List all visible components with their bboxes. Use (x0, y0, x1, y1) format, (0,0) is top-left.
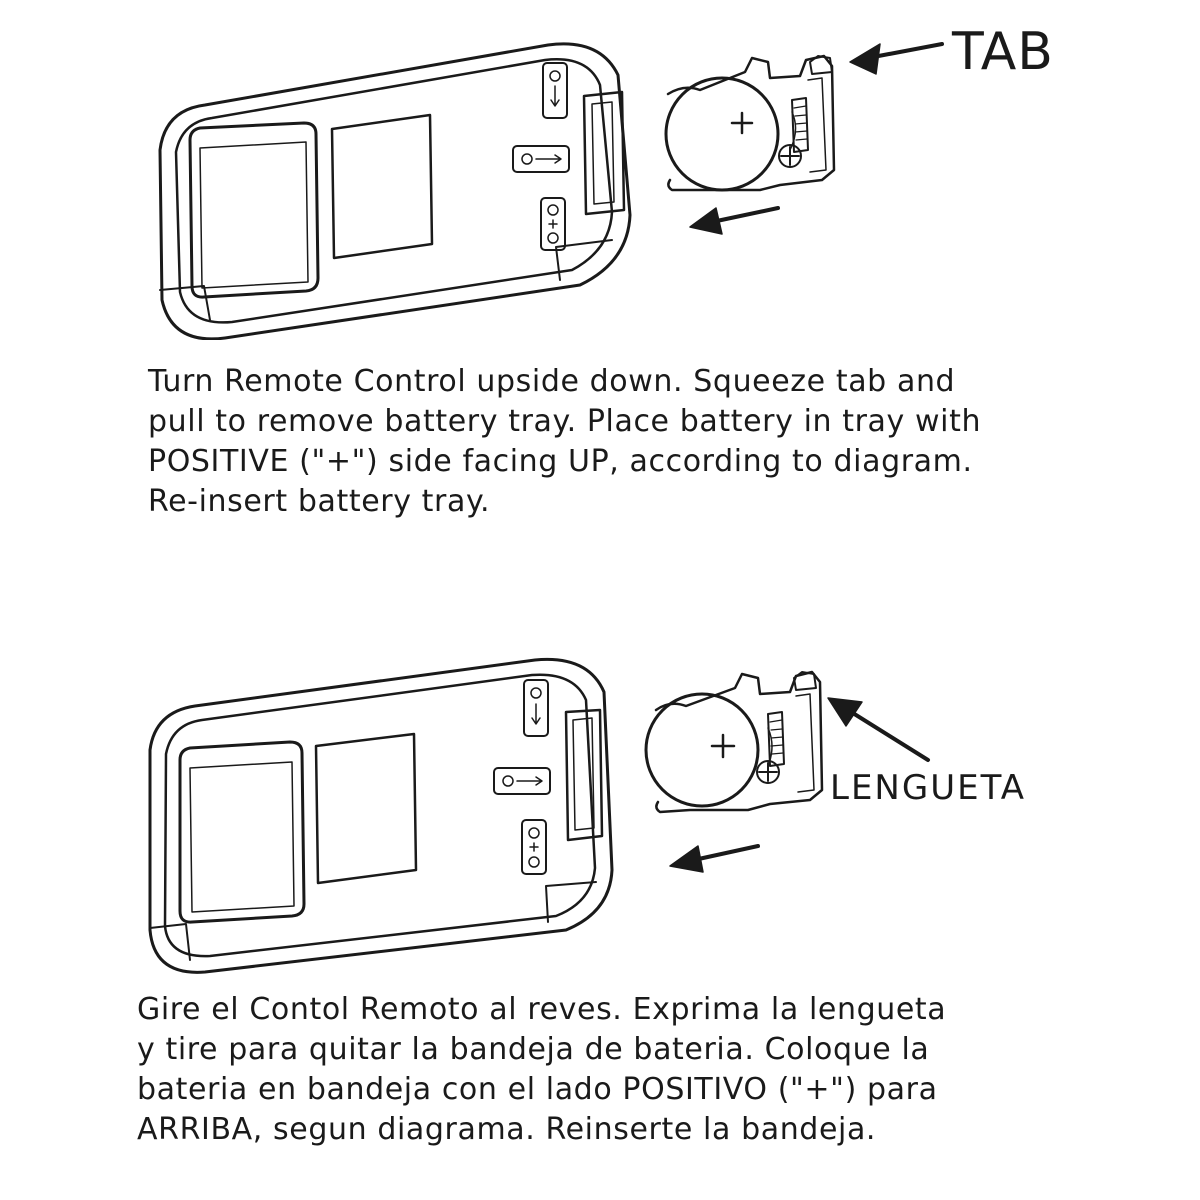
coin-battery-icon (646, 694, 758, 806)
insert-direction-arrow-icon (690, 208, 778, 234)
remote-control-icon (160, 44, 630, 339)
tab-pointer-arrow-icon (828, 698, 928, 760)
instruction-line: y tire para quitar la bandeja de bateria. Coloque la (137, 1032, 930, 1067)
coin-battery-plus-mark: + (741, 133, 743, 134)
instructions-spanish (137, 990, 946, 1150)
tab-pointer-arrow-icon (850, 44, 942, 74)
instruction-line: bateria en bandeja con el lado POSITIVO ("+") para (137, 1072, 938, 1107)
instruction-panel-spanish (0, 600, 1200, 1200)
insert-direction-arrow-icon (670, 846, 758, 872)
instructions-english (148, 362, 981, 522)
instruction-line: POSITIVE ("+") side facing UP, according to diagram. (148, 444, 973, 479)
remote-control-icon (150, 659, 612, 972)
coin-battery-plus-mark: + (722, 757, 724, 758)
coin-battery-icon (666, 78, 778, 190)
lengueta-label: LENGUETA (830, 768, 1026, 808)
instruction-line: Re-insert battery tray. (148, 484, 491, 519)
tab-label: TAB (952, 22, 1054, 82)
instruction-line: Turn Remote Control upside down. Squeeze tab and (148, 364, 956, 399)
instruction-line: pull to remove battery tray. Place battery in tray with (148, 404, 982, 439)
instruction-panel-english (0, 0, 1200, 560)
instruction-line: ARRIBA, segun diagrama. Reinserte la bandeja. (137, 1112, 877, 1147)
instruction-line: Gire el Contol Remoto al reves. Exprima la lengueta (137, 992, 947, 1027)
